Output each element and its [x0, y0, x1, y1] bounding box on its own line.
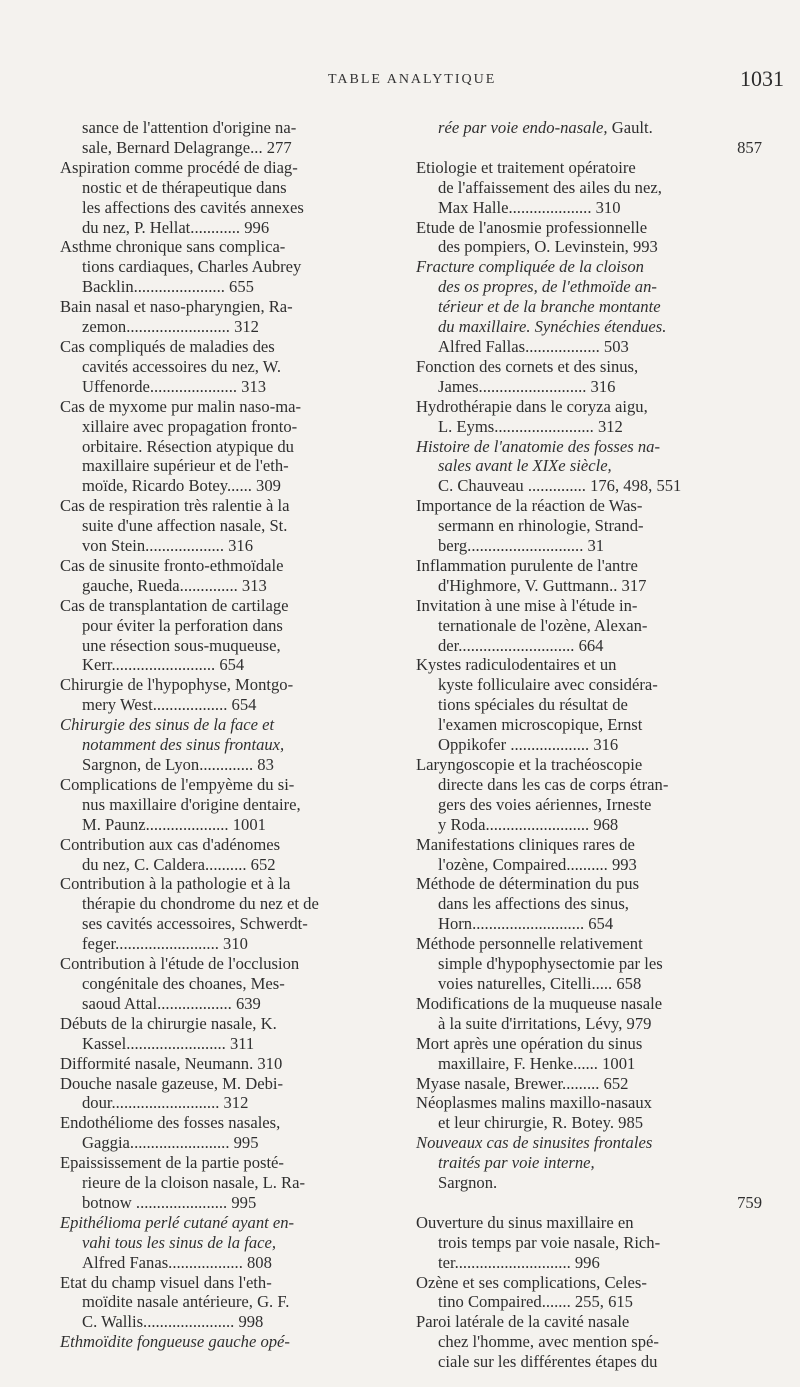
entry-line: Alfred Fallas.................. 503	[438, 336, 629, 356]
index-entry	[416, 1034, 762, 1074]
entry-line: congénitale des choanes, Mes-	[82, 973, 285, 993]
index-entry	[416, 1273, 762, 1313]
index-entry	[60, 1054, 396, 1074]
page-number: 1031	[740, 66, 784, 91]
entry-line: dans les affections des sinus,	[438, 894, 629, 914]
entry-line: Horn........................... 654	[438, 914, 614, 934]
entry-line: Contribution à l'étude de l'occlusion	[60, 954, 300, 974]
entry-line: nostic et de thérapeutique dans	[82, 177, 287, 197]
entry-line: nus maxillaire d'origine dentaire,	[82, 794, 301, 814]
index-entry	[60, 596, 396, 676]
entry-line: Complications de l'empyème du si-	[60, 774, 295, 794]
index-entry	[416, 257, 762, 337]
entry-line: des os propres, de l'ethmoïde an-	[438, 277, 657, 297]
entry-line: feger......................... 310	[82, 934, 248, 954]
entry-line: zemon......................... 312	[82, 317, 259, 337]
entry-line: trois temps par voie nasale, Rich-	[438, 1232, 661, 1252]
entry-line: Méthode de détermination du pus	[416, 874, 640, 894]
entry-line: Max Halle.................... 310	[438, 197, 621, 217]
entry-line: gers des voies aériennes, Irneste	[438, 794, 652, 814]
entry-line: mery West.................. 654	[82, 695, 257, 715]
entry-line: Uffenorde..................... 313	[82, 376, 267, 396]
entry-line: notamment des sinus frontaux,	[82, 735, 285, 755]
index-entry	[416, 218, 762, 258]
entry-line: Etiologie et traitement opératoire	[416, 157, 636, 177]
entry-line: Mort après une opération du sinus	[416, 1033, 643, 1053]
entry-line: berg............................ 31	[438, 536, 605, 556]
index-entry	[60, 237, 396, 297]
index-entry	[416, 158, 762, 218]
index-entry	[60, 337, 396, 397]
entry-line: Kerr......................... 654	[82, 655, 245, 675]
entry-line: Bain nasal et naso-pharyngien, Ra-	[60, 297, 293, 317]
entry-line: ter............................ 996	[438, 1252, 600, 1272]
entry-line: rieure de la cloison nasale, L. Ra-	[82, 1173, 306, 1193]
entry-line: Cas compliqués de maladies des	[60, 336, 275, 356]
entry-line: Contribution à la pathologie et à la	[60, 874, 291, 894]
entry-line: l'ozène, Compaired.......... 993	[438, 854, 637, 874]
index-entry	[416, 1133, 762, 1173]
entry-line: des pompiers, O. Levinstein, 993	[438, 237, 658, 257]
entry-line: Alfred Fanas.................. 808	[82, 1252, 272, 1272]
entry-line: botnow ...................... 995	[82, 1192, 257, 1212]
index-entry	[416, 755, 762, 835]
entry-line: Asthme chronique sans complica-	[60, 237, 286, 257]
entry-line: Oppikofer ................... 316	[438, 735, 619, 755]
index-entry	[60, 1153, 396, 1213]
entry-line: y Roda......................... 968	[438, 814, 619, 834]
index-entry	[60, 496, 396, 556]
entry-line: M. Paunz.................... 1001	[82, 814, 266, 834]
entry-line: gauche, Rueda.............. 313	[82, 575, 267, 595]
entry-line: xillaire avec propagation fronto-	[82, 416, 298, 436]
index-entry	[416, 835, 762, 875]
entry-line: Kystes radiculodentaires et un	[416, 655, 617, 675]
entry-line: rée par voie endo-nasale, Gault.	[438, 118, 653, 137]
entry-line: maxillaire supérieur et de l'eth-	[82, 456, 289, 476]
entry-line: Paroi latérale de la cavité nasale	[416, 1312, 630, 1332]
entry-line: ciale sur les différentes étapes du	[438, 1352, 658, 1372]
entry-line: tions spéciales du résultat de	[438, 695, 628, 715]
index-entry	[416, 655, 762, 755]
entry-line: Manifestations cliniques rares de	[416, 834, 635, 854]
entry-line: Histoire de l'anatomie des fosses na-	[416, 436, 660, 456]
entry-line: du nez, P. Hellat............ 996	[82, 217, 270, 237]
index-entry	[416, 118, 762, 138]
index-entry	[60, 397, 396, 497]
entry-line: l'examen microscopique, Ernst	[438, 715, 643, 735]
index-entry	[60, 158, 396, 238]
entry-line: 857	[737, 137, 762, 157]
entry-line: voies naturelles, Citelli..... 658	[438, 973, 642, 993]
entry-line: Backlin...................... 655	[82, 277, 254, 297]
index-entry	[416, 994, 762, 1034]
entry-line: Sargnon, de Lyon............. 83	[82, 755, 274, 774]
entry-line: Inflammation purulente de l'antre	[416, 555, 638, 575]
entry-line: du nez, C. Caldera.......... 652	[82, 854, 276, 874]
index-column-left	[60, 118, 396, 1352]
entry-line: sance de l'attention d'origine na-	[82, 118, 297, 137]
entry-line: Fracture compliquée de la cloison	[416, 257, 644, 277]
entry-line: Etude de l'anosmie professionnelle	[416, 217, 648, 237]
entry-line: Cas de respiration très ralentie à la	[60, 496, 290, 516]
entry-line: térieur et de la branche montante	[438, 297, 661, 317]
entry-line: à la suite d'irritations, Lévy, 979	[438, 1013, 652, 1033]
entry-line: sales avant le XIXe siècle,	[438, 456, 612, 476]
entry-line: ternationale de l'ozène, Alexan-	[438, 615, 648, 635]
index-entry	[60, 1332, 396, 1352]
index-entry	[416, 1312, 762, 1372]
entry-line: Contribution aux cas d'adénomes	[60, 834, 281, 854]
entry-line: d'Highmore, V. Guttmann.. 317	[438, 575, 647, 595]
entry-line: thérapie du chondrome du nez et de	[82, 894, 319, 914]
entry-line: der............................ 664	[438, 635, 604, 655]
index-entry	[60, 1014, 396, 1054]
index-entry	[416, 397, 762, 437]
entry-line: Epithélioma perlé cutané ayant en-	[60, 1212, 295, 1232]
entry-line: ses cavités accessoires, Schwerdt-	[82, 914, 308, 934]
index-entry	[60, 1113, 396, 1153]
index-entry	[60, 755, 396, 775]
entry-line: suite d'une affection nasale, St.	[82, 516, 288, 536]
entry-line: Etat du champ visuel dans l'eth-	[60, 1272, 272, 1292]
entry-line: et leur chirurgie, R. Botey. 985	[438, 1113, 644, 1133]
entry-line: tino Compaired....... 255, 615	[438, 1292, 633, 1312]
entry-line: Ouverture du sinus maxillaire en	[416, 1212, 634, 1232]
entry-line: tions cardiaques, Charles Aubrey	[82, 257, 302, 277]
index-entry	[60, 775, 396, 835]
entry-line: pour éviter la perforation dans	[82, 615, 283, 635]
index-entry	[416, 437, 762, 477]
index-entry	[416, 357, 762, 397]
entry-line: 759	[737, 1192, 762, 1212]
entry-line: Nouveaux cas de sinusites frontales	[416, 1133, 653, 1153]
entry-line: sermann en rhinologie, Strand-	[438, 516, 644, 536]
index-entry	[416, 1074, 762, 1094]
index-entry	[416, 1093, 762, 1133]
entry-line: L. Eyms........................ 312	[438, 416, 623, 436]
entry-line: Cas de myxome pur malin naso-ma-	[60, 396, 302, 416]
entry-line: directe dans les cas de corps étran-	[438, 774, 669, 794]
index-entry	[60, 954, 396, 1014]
entry-line: sale, Bernard Delagrange... 277	[82, 137, 292, 157]
entry-line: Méthode personnelle relativement	[416, 934, 643, 954]
index-entry	[416, 596, 762, 656]
entry-line: Difformité nasale, Neumann. 310	[60, 1053, 283, 1073]
index-entry	[60, 118, 396, 158]
entry-line: C. Chauveau .............. 176, 498, 551	[438, 476, 682, 496]
entry-line: traités par voie interne,	[438, 1153, 595, 1173]
entry-line: orbitaire. Résection atypique du	[82, 436, 294, 456]
entry-line: von Stein................... 316	[82, 536, 254, 556]
entry-line: Modifications de la muqueuse nasale	[416, 993, 663, 1013]
entry-line: Kassel........................ 311	[82, 1033, 255, 1053]
index-entry	[416, 138, 762, 158]
entry-line: Fonction des cornets et des sinus,	[416, 356, 639, 376]
index-entry	[60, 1213, 396, 1253]
index-column-right	[416, 118, 762, 1372]
entry-line: Ozène et ses complications, Celes-	[416, 1272, 647, 1292]
entry-line: simple d'hypophysectomie par les	[438, 954, 663, 974]
page-header	[0, 66, 800, 96]
entry-line: Cas de sinusite fronto-ethmoïdale	[60, 555, 284, 575]
index-entry	[60, 556, 396, 596]
entry-line: Chirurgie des sinus de la face et	[60, 715, 275, 735]
entry-line: Aspiration comme procédé de diag-	[60, 157, 298, 177]
index-entry	[60, 297, 396, 337]
entry-line: une résection sous-muqueuse,	[82, 635, 281, 655]
index-entry	[60, 874, 396, 954]
entry-line: Myase nasale, Brewer......... 652	[416, 1073, 629, 1093]
index-entry	[416, 496, 762, 556]
index-entry	[60, 1074, 396, 1114]
index-entry	[60, 1253, 396, 1273]
entry-line: vahi tous les sinus de la face,	[82, 1232, 277, 1252]
entry-line: Epaississement de la partie posté-	[60, 1153, 284, 1173]
entry-line: Invitation à une mise à l'étude in-	[416, 595, 638, 615]
index-entry	[60, 1273, 396, 1333]
entry-line: Laryngoscopie et la trachéoscopie	[416, 755, 643, 774]
entry-line: du maxillaire. Synéchies étendues.	[438, 317, 667, 337]
entry-line: moïdite nasale antérieure, G. F.	[82, 1292, 290, 1312]
entry-line: Débuts de la chirurgie nasale, K.	[60, 1013, 277, 1033]
entry-line: Chirurgie de l'hypophyse, Montgo-	[60, 675, 294, 695]
index-entry	[416, 1173, 762, 1193]
entry-line: Sargnon.	[438, 1173, 498, 1193]
entry-line: Néoplasmes malins maxillo-nasaux	[416, 1093, 652, 1113]
index-entry	[416, 1213, 762, 1273]
index-entry	[416, 337, 762, 357]
entry-line: les affections des cavités annexes	[82, 197, 304, 217]
entry-line: Importance de la réaction de Was-	[416, 496, 643, 516]
entry-line: moïde, Ricardo Botey...... 309	[82, 476, 281, 496]
entry-line: C. Wallis...................... 998	[82, 1312, 264, 1332]
index-entry	[60, 835, 396, 875]
index-entry	[416, 874, 762, 934]
entry-line: cavités accessoires du nez, W.	[82, 356, 282, 376]
entry-line: Cas de transplantation de cartilage	[60, 595, 289, 615]
index-entry	[416, 556, 762, 596]
entry-line: maxillaire, F. Henke...... 1001	[438, 1053, 636, 1073]
entry-line: saoud Attal.................. 639	[82, 993, 261, 1013]
entry-line: Ethmoïdite fongueuse gauche opé-	[60, 1332, 290, 1352]
index-entry	[416, 1193, 762, 1213]
entry-line: James.......................... 316	[438, 376, 616, 396]
entry-line: chez l'homme, avec mention spé-	[438, 1332, 659, 1352]
entry-line: kyste folliculaire avec considéra-	[438, 675, 658, 695]
entry-line: Gaggia........................ 995	[82, 1133, 259, 1153]
index-entry	[416, 476, 762, 496]
entry-line: de l'affaissement des ailes du nez,	[438, 177, 662, 197]
entry-line: Hydrothérapie dans le coryza aigu,	[416, 396, 648, 416]
running-title: TABLE ANALYTIQUE	[328, 72, 497, 87]
index-entry	[60, 675, 396, 715]
entry-line: dour.......................... 312	[82, 1093, 249, 1113]
entry-line: Endothéliome des fosses nasales,	[60, 1113, 281, 1133]
index-entry	[416, 934, 762, 994]
index-entry	[60, 715, 396, 755]
entry-line: Douche nasale gazeuse, M. Debi-	[60, 1073, 284, 1093]
